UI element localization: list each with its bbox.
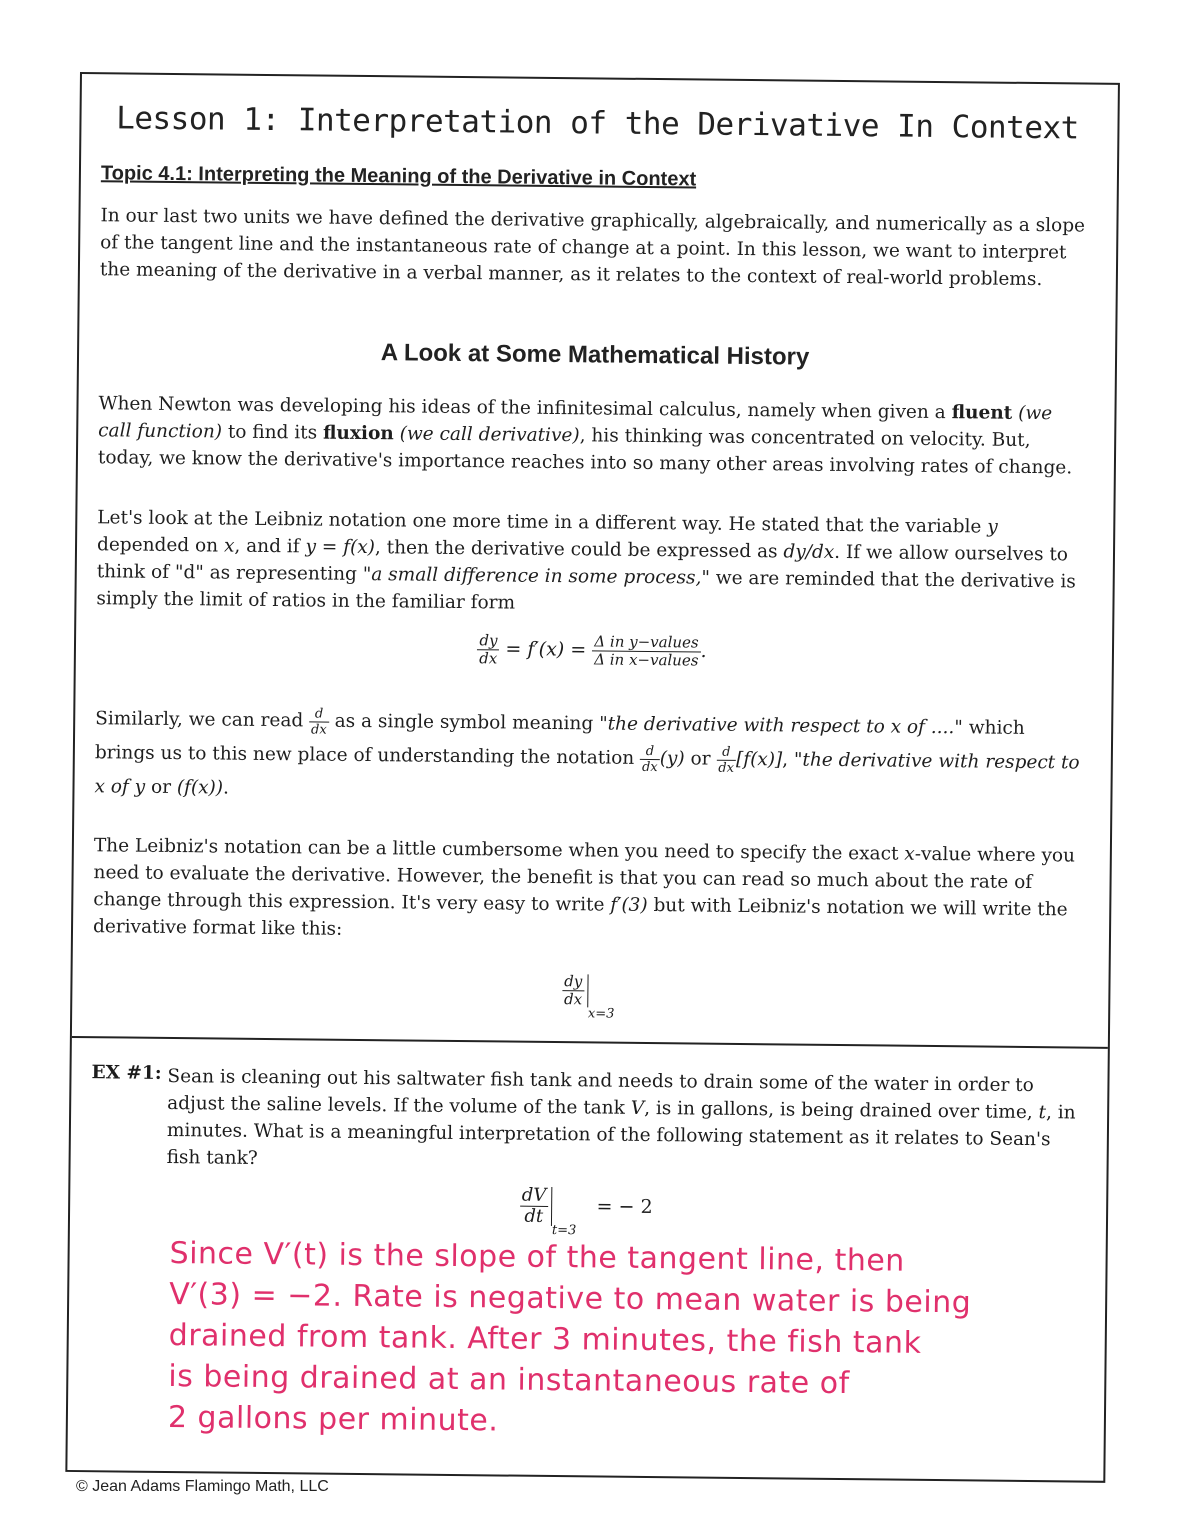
d-dx-fraction [716,745,736,774]
text: or [145,776,178,799]
text: . If we allow ourselves to think of "d" as representing [96,541,1069,585]
section-divider [72,1036,1108,1049]
newton-paragraph [98,390,1091,481]
worksheet-frame [65,72,1120,1483]
math-x: x [223,535,235,557]
text: , then the derivative could be expressed as [374,537,784,563]
numerator: d [716,745,736,760]
answer-line: drained from tank. After 3 minutes, the fish tank [168,1317,922,1361]
text: , [782,749,795,771]
denominator: dx [641,759,658,775]
note: (we call function) [98,402,1053,443]
numerator: dy [477,633,499,650]
eval-subscript: x=3 [587,1005,615,1022]
formula-end: . [700,640,707,663]
answer-line: 2 gallons per minute. [167,1399,499,1439]
math-fx: (f(x)) [176,777,224,799]
text: as a single symbol meaning [328,710,600,735]
numerator: d [309,707,329,722]
quote: "a small difference in some process," [362,563,711,589]
fraction [592,634,701,668]
math-dydx: dy/dx [783,541,835,563]
lesson-title: Lesson 1: Interpretation of the Derivative In Context [115,100,1079,147]
text: , and if [234,535,306,558]
text: , is in gallons, is being drained over time, [644,1097,1039,1124]
math-y: y [987,516,998,538]
note: (we call derivative) [393,423,580,447]
answer-line: is being drained at an instantaneous rate of [168,1358,850,1402]
eval-bar [519,1184,552,1227]
evaluated-derivative-formula [92,969,1084,1026]
term-fluxion: fluxion [322,422,394,445]
text: The Leibniz's notation can be a little cumbersome when you need to specify the exact [93,835,905,865]
text: or [684,748,717,770]
math-f3: f′(3) [610,894,648,916]
numerator: dy [562,974,584,991]
math-y: (y) [659,748,685,770]
text: depended on [96,534,225,557]
eval-bar [562,974,588,1007]
derivative-ratio-formula [96,629,1088,672]
text: Let's look at the Leibniz notation one more time in a different way. He stated that the variable [97,507,988,538]
text: When Newton was developing his ideas of the infinitesimal calculus, namely when given a [98,393,952,424]
text: -value where you need to evaluate the derivative. However, the benefit is that you can read so much about the rate of change through this expression. It's very easy to write [93,843,1076,916]
text: to find its [221,421,324,444]
quote: "the derivative with respect to x of y [94,749,1080,798]
d-dx-fraction [640,744,660,773]
math-t: t [1038,1102,1047,1124]
history-heading: A Look at Some Mathematical History [380,339,810,371]
topic-heading: Topic 4.1: Interpreting the Meaning of the Derivative in Context [100,162,697,191]
text: , in minutes. What is a meaningful interpretation of the following statement as it relates to Sean's fish tank? [166,1102,1076,1169]
answer-line: Since V′(t) is the slope of the tangent line, then [169,1236,905,1279]
text: , his thinking was concentrated on velocity. But, today, we know the derivative's importance reaches into so many other areas involving rates of change. [97,425,1073,479]
text: which brings us to this new place of understanding the notation [94,717,1025,769]
denominator: dx [563,990,583,1009]
handwritten-answer [168,1233,1072,1447]
example-label: EX #1: [91,1062,162,1084]
answer-line: V′(3) = −2. Rate is negative to mean water is being [169,1277,972,1321]
text: . [222,777,230,799]
numerator: dV [520,1187,549,1207]
numerator: d [640,744,660,759]
text: but with Leibniz's notation we will write the derivative format like this: [92,894,1068,940]
denominator: dt [524,1205,544,1227]
eval-subscript: t=3 [551,1222,577,1238]
intro-paragraph: In our last two units we have defined the derivative graphically, algebraically, and numerically as a slope of the tangent line and the instantaneous rate of change at a point. In this lesson, we want to interpret the meaning of the derivative in a verbal manner, as it relates to the context of real-world problems. [99,205,1086,291]
leibniz-evaluation-paragraph [93,832,1086,950]
denominator: dx [479,649,498,668]
math-eq: y = f(x) [305,536,376,559]
text: Similarly, we can read [95,708,310,732]
example-1 [91,1062,1084,1169]
worksheet-content [87,74,1094,1480]
fraction [519,1184,548,1227]
term-fluent: fluent [951,402,1013,424]
numerator: Δ in y−values [592,634,701,652]
denominator: dx [310,721,327,738]
fraction [477,633,499,666]
copyright-footer: © Jean Adams Flamingo Math, LLC [76,1478,329,1495]
formula-rhs: = − 2 [596,1194,653,1218]
denominator: Δ in x−values [594,650,699,670]
similarly-paragraph [94,702,1087,814]
fraction [562,974,584,1007]
text: Sean is cleaning out his saltwater fish tank and needs to drain some of the water in order to adjust the saline levels. If the volume of the tank [167,1065,1034,1119]
quote: "the derivative with respect to x of ...." [599,713,963,739]
example-text [166,1063,1083,1181]
math-V: V [630,1097,645,1119]
d-dx-fraction [309,707,329,736]
math-x: x [904,843,915,865]
text: we are reminded that the derivative is simply the limit of ratios in the familiar form [96,567,1076,614]
math-fx: [f(x)] [735,748,783,771]
leibniz-paragraph [96,504,1089,622]
formula-middle: = f′(x) = [499,637,593,661]
denominator: dx [718,760,735,776]
